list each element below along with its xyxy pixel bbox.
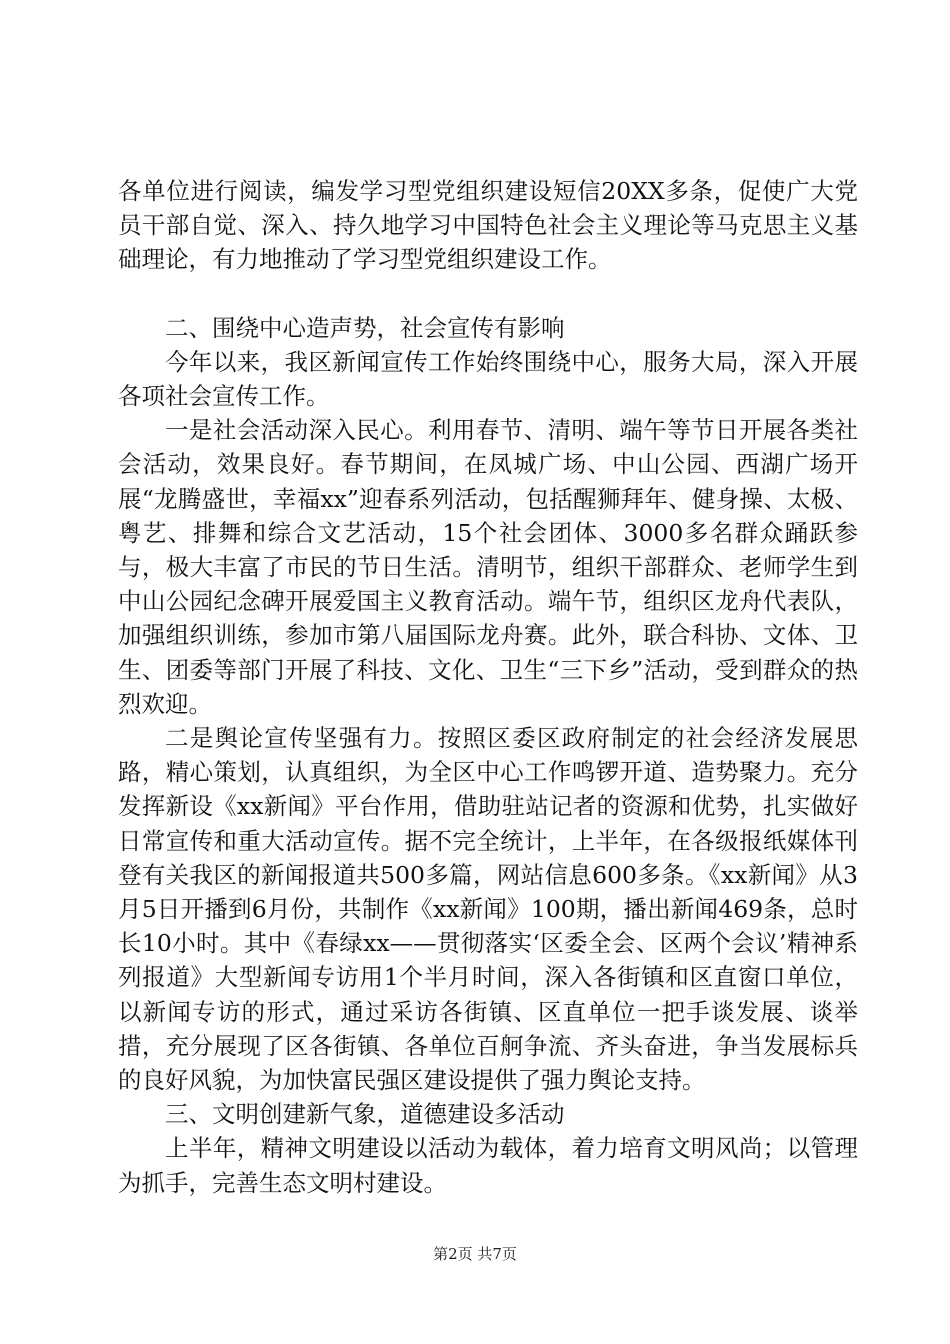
paragraph-social-activities: 一是社会活动深入民心。利用春节、清明、端午等节日开展各类社会活动，效果良好。春节期间，在凤城广场、中山公园、西湖广场开展“龙腾盛世，幸福xx”迎春系列活动，包括醒狮拜年、健身操、太极、粤艺、排舞和综合文艺活动，15个社会团体、3000多名群众踊跃参与，极大丰富了市民的节日生活。清明节，组织干部群众、老师学生到中山公园纪念碑开展爱国主义教育活动。端午节，组织区龙舟代表队，加强组织训练，参加市第八届国际龙舟赛。此外，联合科协、文体、卫生、团委等部门开展了科技、文化、卫生“三下乡”活动，受到群众的热烈欢迎。 xyxy=(118,416,858,718)
paragraph-civilization: 上半年，精神文明建设以活动为载体，着力培育文明风尚；以管理为抓手，完善生态文明村建设。 xyxy=(118,1134,858,1197)
page-footer: 第2页 共7页 xyxy=(433,1245,517,1263)
paragraph-intro: 今年以来，我区新闻宣传工作始终围绕中心，服务大局，深入开展各项社会宣传工作。 xyxy=(118,347,858,411)
document-body xyxy=(118,174,858,1200)
paragraph-public-opinion: 二是舆论宣传坚强有力。按照区委区政府制定的社会经济发展思路，精心策划，认真组织，为全区中心工作鸣锣开道、造势聚力。充分发挥新设《xx新闻》平台作用，借助驻站记者的资源和优势，扎实做好日常宣传和重大活动宣传。据不完全统计，上半年，在各级报纸媒体刊登有关我区的新闻报道共500多篇，网站信息600多条。《xx新闻》从3月5日开播到6月份，共制作《xx新闻》100期，播出新闻469条，总时长10小时。其中《春绿xx——贯彻落实‘区委全会、区两个会议’精神系列报道》大型新闻专访用1个半月时间，深入各街镇和区直窗口单位，以新闻专访的形式，通过采访各街镇、区直单位一把手谈发展、谈举措，充分展现了区各街镇、各单位百舸争流、齐头奋进，争当发展标兵的良好风貌，为加快富民强区建设提供了强力舆论支持。 xyxy=(118,724,858,1095)
paragraph-continuation: 各单位进行阅读，编发学习型党组织建设短信20XX多条，促使广大党员干部自觉、深入、持久地学习中国特色社会主义理论等马克思主义基础理论，有力地推动了学习型党组织建设工作。 xyxy=(118,177,858,274)
section-heading-2: 二、围绕中心造声势，社会宣传有影响 xyxy=(165,313,565,342)
section-heading-3: 三、文明创建新气象，道德建设多活动 xyxy=(165,1100,565,1129)
